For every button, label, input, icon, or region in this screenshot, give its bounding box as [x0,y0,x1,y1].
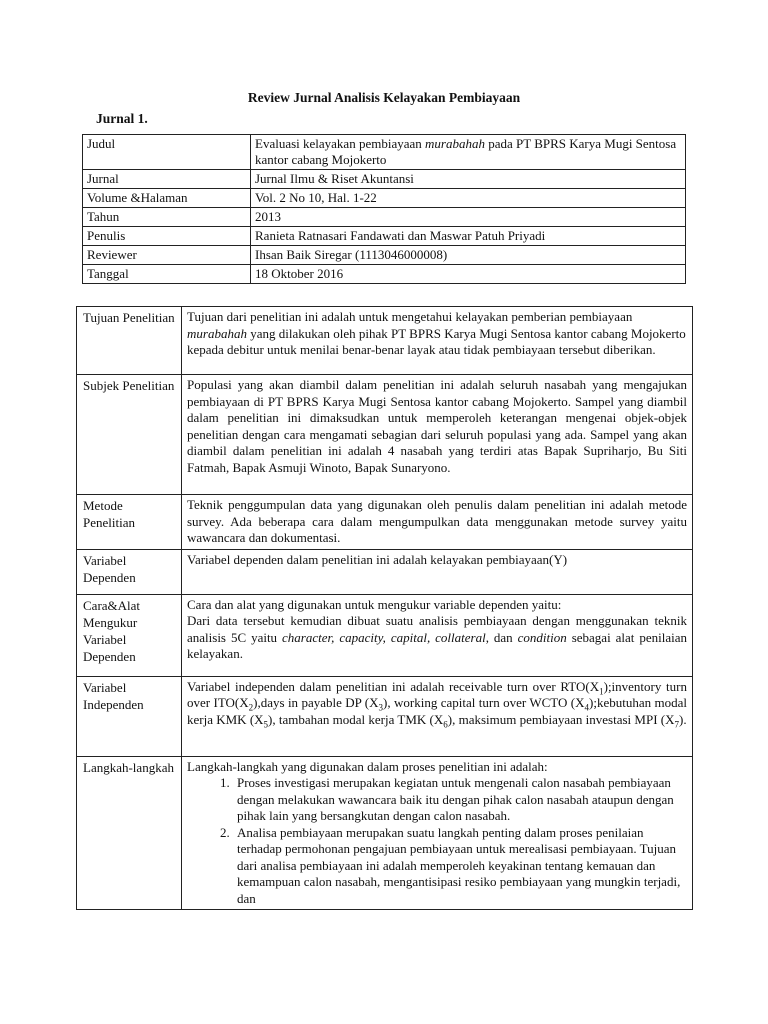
table-row [77,676,693,756]
cara-text-post: sebagai alat penilaian kelayakan. [187,629,687,661]
judul-value [251,135,686,170]
reviewer-label: Reviewer [83,246,251,265]
tahun-label: Tahun [83,208,251,227]
table-row [77,495,693,550]
tujuan-value [182,307,693,375]
penulis-value: Ranieta Ratnasari Fandawati dan Maswar Patuh Priyadi [251,227,686,246]
journal-metadata-table [82,134,686,284]
volume-label: Volume &Halaman [83,189,251,208]
tanggal-value: 18 Oktober 2016 [251,265,686,284]
subjek-value: Populasi yang akan diambil dalam penelitian ini adalah seluruh nasabah yang mengajukan pembiayaan di PT BPRS Karya Mugi Sentosa kantor cabang Mojokerto. Sampel yang diambil dalam penelitian ini dimaksudkan untuk memperoleh keterangan mengenai objek-objek penelitian dengan cara mengamati sebagian dari seluruh populasi yang ada. Sampel yang akan diambil dalam penelitian ini adalah 4 nasabah yang terdiri atas Bapak Supriharjo, Bu Siti Fatmah, Bapak Asmuji Winoto, Bapak Sunaryono. [182,375,693,495]
judul-text-pre: Evaluasi kelayakan pembiayaan [255,136,426,151]
cara-condition-italic: condition [517,629,567,645]
independen-label: Variabel Independen [77,676,182,756]
table-row [83,135,686,170]
indep-sub-2: 2 [248,702,254,713]
table-row [83,170,686,189]
review-table [76,306,693,910]
indep-sub-4: 4 [584,702,589,713]
list-item: 1. Proses investigasi merupakan kegiatan untuk mengenali calon nasabah pembiayaan dengan melakukan wawancara baik itu dengan pihak calon nasabah ataupun dengan pihak lain yang bersangkutan dengan calon nasabah. [233,775,687,825]
judul-text-post: pada PT BPRS Karya Mugi Sentosa kantor cabang Mojokerto [255,136,677,167]
cara-line-2 [187,613,687,663]
table-row [83,208,686,227]
metode-label: Metode Penelitian [77,495,182,550]
cara-5c-italic: character, capacity, capital, collateral [282,629,486,645]
table-row [83,265,686,284]
langkah-list [187,775,687,907]
document-title: Review Jurnal Analisis Kelayakan Pembiayaan [247,90,521,105]
journal-number: Jurnal 1. [96,111,148,126]
dependen-value: Variabel dependen dalam penelitian ini adalah kelayakan pembiayaan(Y) [182,549,693,594]
independen-value [182,676,693,756]
reviewer-value: Ihsan Baik Siregar (1113046000008) [251,246,686,265]
subjek-label: Subjek Penelitian [77,375,182,495]
dependen-label: Variabel Dependen [77,549,182,594]
volume-value: Vol. 2 No 10, Hal. 1-22 [251,189,686,208]
jurnal-label: Jurnal [83,170,251,189]
langkah-intro: Langkah-langkah yang digunakan dalam proses penelitian ini adalah: [187,758,548,774]
table-row [77,307,693,375]
indep-sub-7: 7 [674,719,680,730]
cara-line-1: Cara dan alat yang digunakan untuk mengukur variable dependen yaitu: [187,596,562,612]
indep-text-2: );inventory turn over ITO(X [187,678,687,710]
tujuan-text-post: yang dilakukan oleh pihak PT BPRS Karya Mugi Sentosa kantor cabang Mojokerto kepada debitur untuk menilai benar-benar layak atau tidak pembiayaan tersebut diberikan. [187,325,686,357]
judul-text-italic: murabahah [425,136,485,151]
table-row [77,375,693,495]
table-row [77,756,693,910]
table-row [83,189,686,208]
indep-text-1: Variabel independen dalam penelitian ini adalah receivable turn over RTO(X [187,678,600,694]
indep-text-8: ). [679,711,687,727]
indep-text-3: ),days in payable DP (X [253,695,379,710]
cara-value [182,594,693,676]
indep-sub-1: 1 [599,686,604,697]
tujuan-text-pre: Tujuan dari penelitian ini adalah untuk mengetahui kelayakan pemberian pembiayaan [187,309,633,324]
tujuan-label: Tujuan Penelitian [77,307,182,375]
tahun-value: 2013 [251,208,686,227]
indep-sub-5: 5 [263,719,269,730]
judul-label: Judul [83,135,251,170]
jurnal-value: Jurnal Ilmu & Riset Akuntansi [251,170,686,189]
list-item: 2. Analisa pembiayaan merupakan suatu langkah penting dalam proses penilaian terhadap permohonan pengajuan pembiayaan untuk merealisasi pembiayaan. Tujuan dari analisa pembiayaan ini adalah memperoleh keyakinan tentang kemauan dan kemampuan calon nasabah, mengantisipasi resiko pembiayaan yang mungkin terjadi, dan [233,825,687,908]
cara-text-mid: , dan [485,629,518,645]
penulis-label: Penulis [83,227,251,246]
tujuan-text-italic: murabahah [187,325,247,341]
indep-sub-6: 6 [443,719,448,730]
tanggal-label: Tanggal [83,265,251,284]
cara-text-pre: Dari data tersebut kemudian dibuat suatu analisis pembiayaan dengan menggunakan teknik analisis 5C yaitu [187,613,687,645]
table-row [77,594,693,676]
indep-text-7: ), maksimum pembiayaan investasi MPI (X [447,711,675,727]
table-row [83,246,686,265]
cara-label: Cara&Alat Mengukur Variabel Dependen [77,594,182,676]
indep-text-6: ), tambahan modal kerja TMK (X [268,711,444,727]
indep-text-4: ), working capital turn over WCTO (X [383,695,585,710]
indep-sub-3: 3 [378,702,384,713]
langkah-label: Langkah-langkah [77,756,182,910]
metode-value: Teknik penggumpulan data yang digunakan oleh penulis dalam penelitian ini adalah metode survey. Ada beberapa cara dalam mengumpulkan data menggunakan metode survey yaitu wawancara dan dokumentasi. [182,495,693,550]
table-row [83,227,686,246]
indep-text-5: );kebutuhan modal kerja KMK (X [187,695,687,727]
langkah-value [182,756,693,910]
table-row [77,549,693,594]
